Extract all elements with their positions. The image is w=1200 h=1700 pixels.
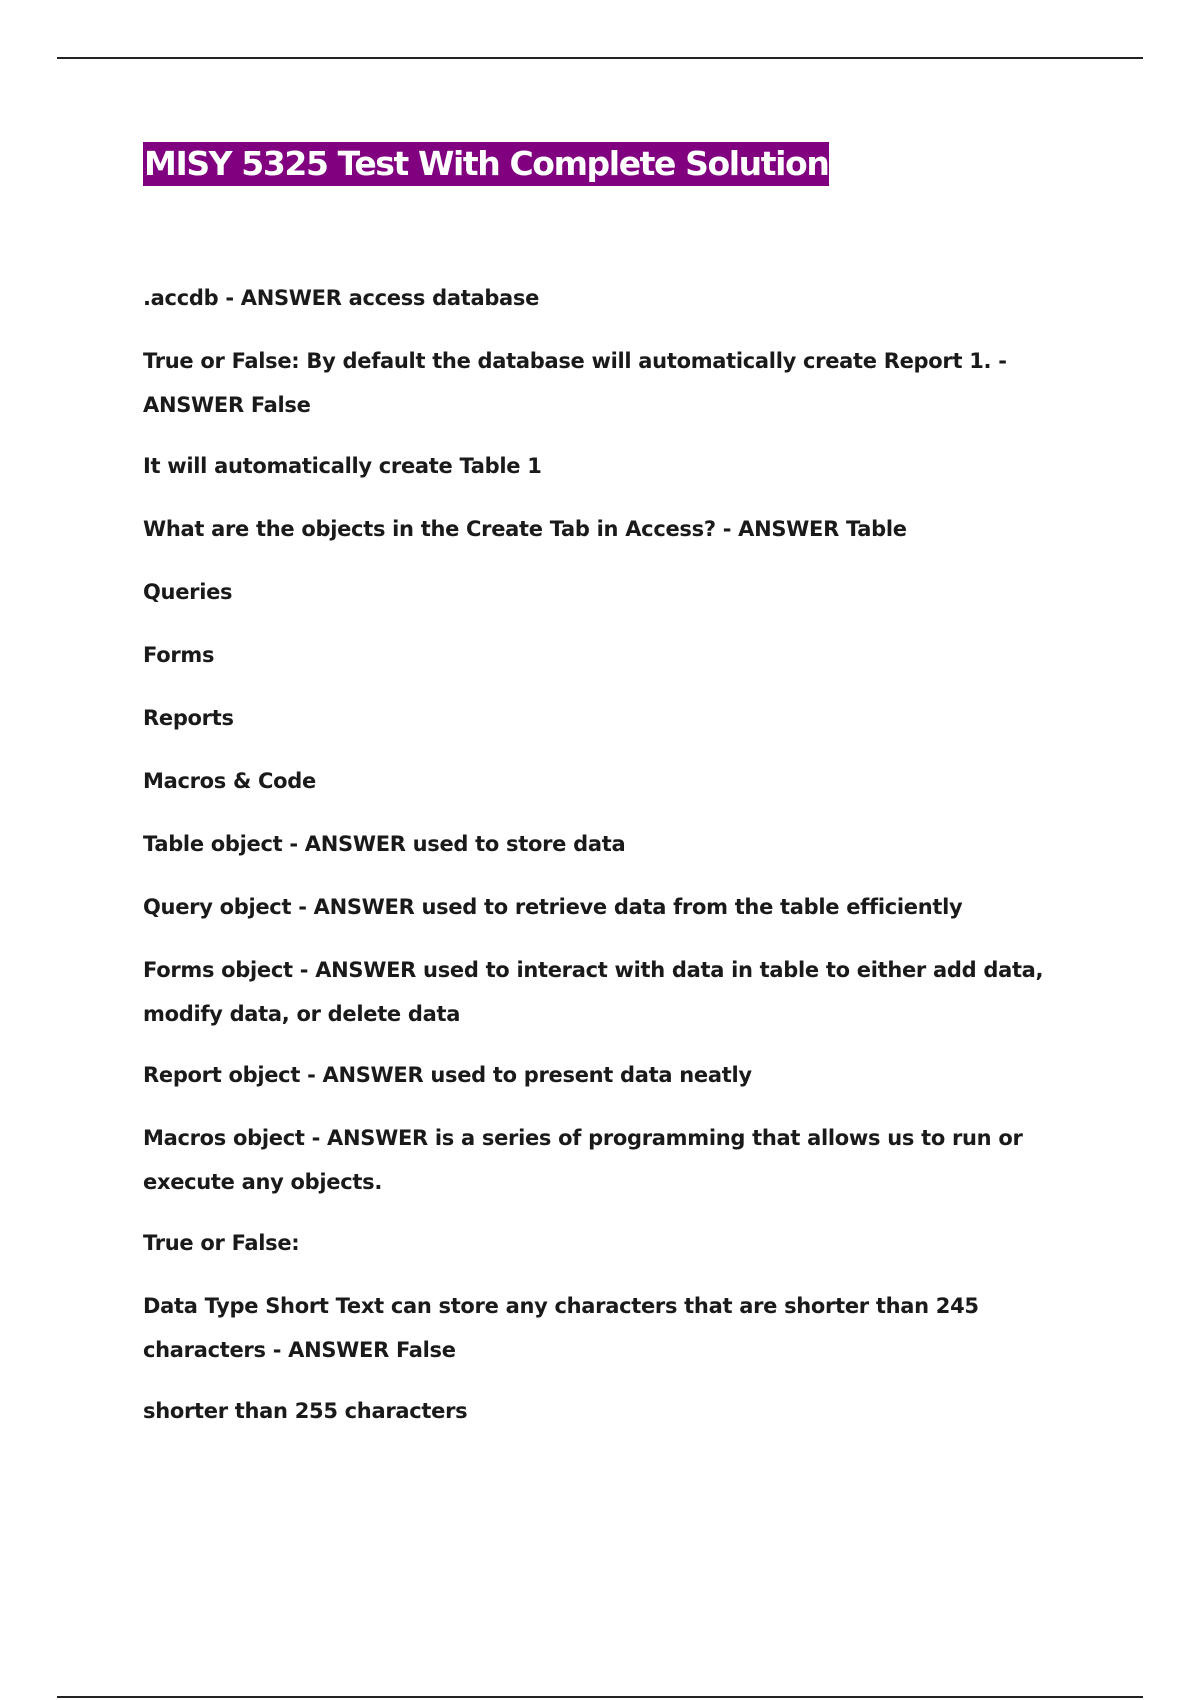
paragraph: What are the objects in the Create Tab in Access? - ANSWER Table (143, 517, 907, 541)
paragraph: Report object - ANSWER used to present data neatly (143, 1063, 752, 1087)
paragraph: Macros & Code (143, 769, 316, 793)
qa-list (143, 276, 1103, 1433)
paragraph: True or False: By default the database will automatically create Report 1. - ANSWER False (143, 349, 1007, 417)
paragraph: .accdb - ANSWER access database (143, 286, 540, 310)
paragraph: Table object - ANSWER used to store data (143, 832, 626, 856)
paragraph: Reports (143, 706, 234, 730)
paragraph: Data Type Short Text can store any characters that are shorter than 245 characters - ANSWER False (143, 1294, 979, 1362)
top-rule (57, 57, 1143, 59)
paragraph: True or False: (143, 1231, 300, 1255)
paragraph: Queries (143, 580, 233, 604)
paragraph: Forms object - ANSWER used to interact with data in table to either add data, modify data, or delete data (143, 958, 1044, 1026)
document-body (143, 142, 1103, 1452)
bottom-rule (57, 1696, 1143, 1698)
paragraph: Query object - ANSWER used to retrieve data from the table efficiently (143, 895, 963, 919)
document-title: MISY 5325 Test With Complete Solution (143, 142, 829, 186)
paragraph: Macros object - ANSWER is a series of programming that allows us to run or execute any objects. (143, 1126, 1023, 1194)
paragraph: It will automatically create Table 1 (143, 454, 542, 478)
paragraph: Forms (143, 643, 215, 667)
paragraph: shorter than 255 characters (143, 1399, 468, 1423)
